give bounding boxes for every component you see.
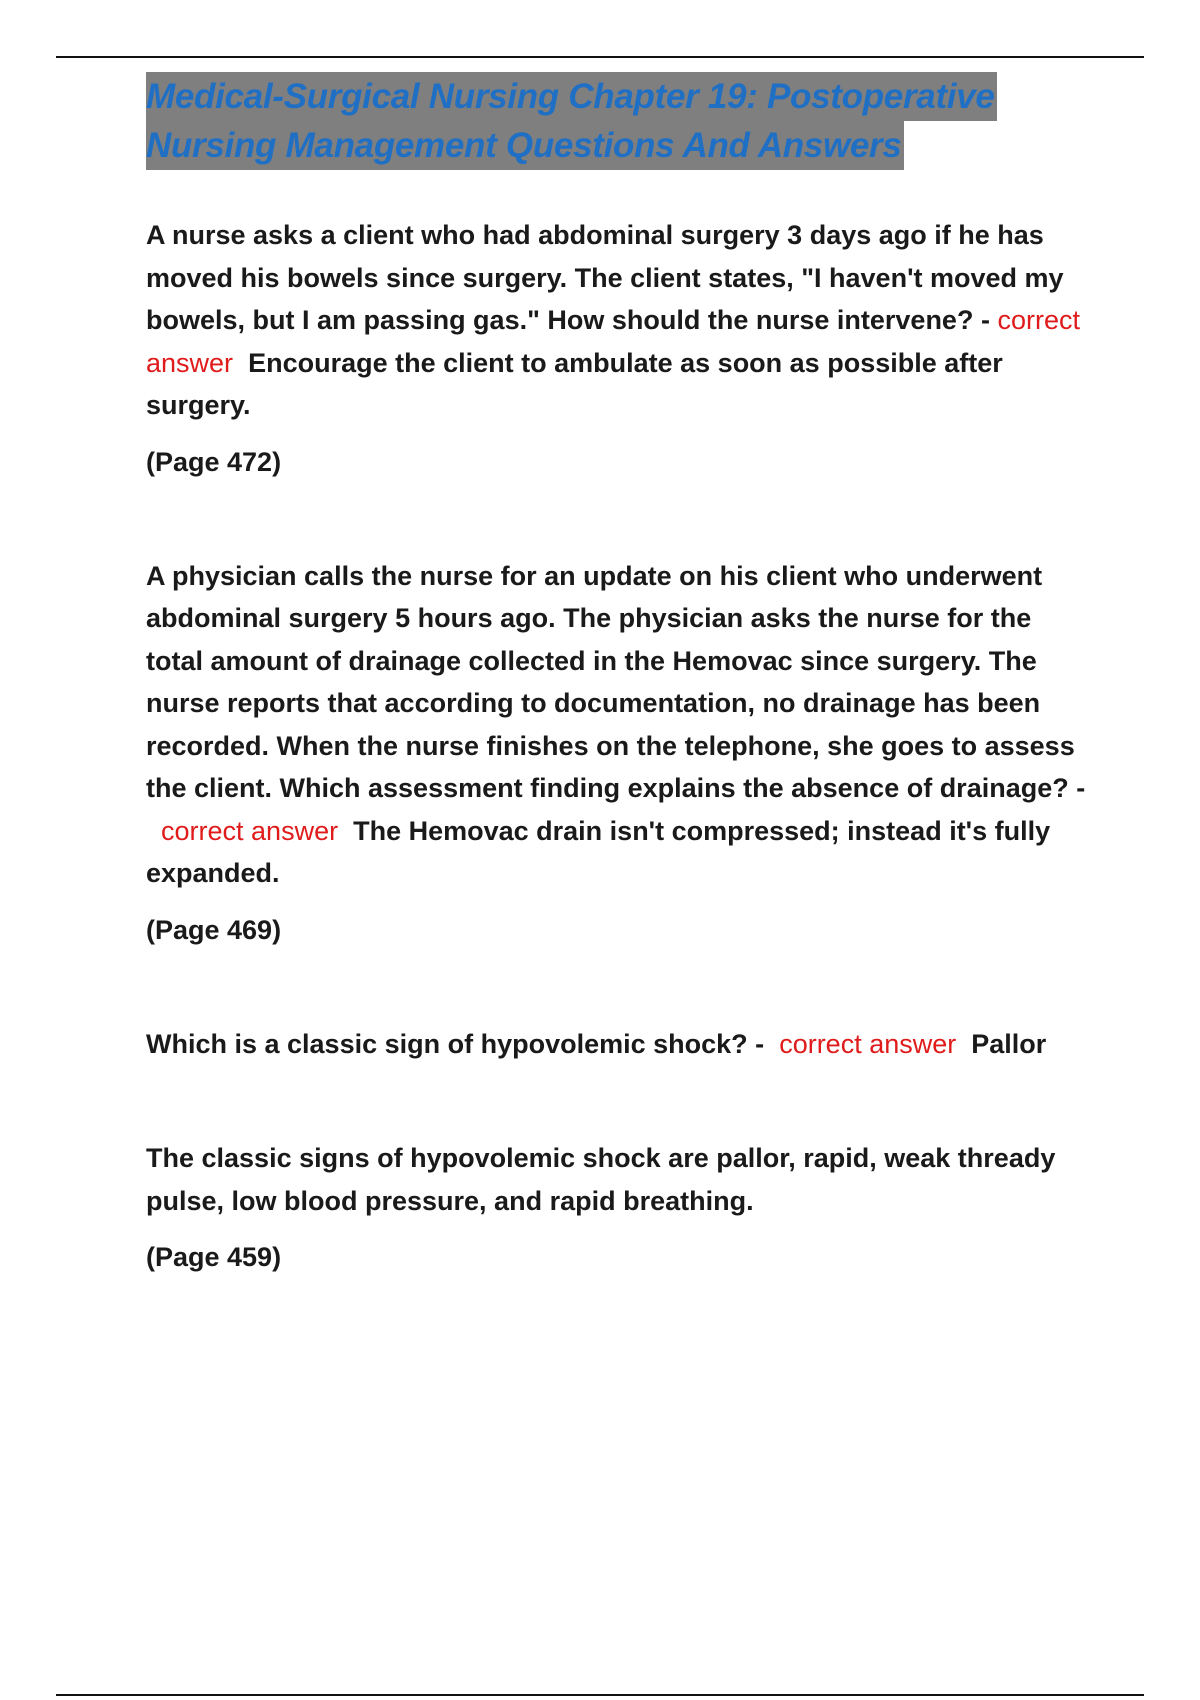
question-text: Which is a classic sign of hypovolemic shock? - bbox=[146, 1028, 765, 1059]
answer-text: Pallor bbox=[971, 1028, 1047, 1059]
qa-item-1 bbox=[146, 214, 1086, 427]
qa-item-3 bbox=[146, 1023, 1086, 1066]
correct-answer-label: correct answer bbox=[161, 815, 339, 846]
title-line-2: Nursing Management Questions And Answers bbox=[146, 121, 904, 170]
qa-item-2 bbox=[146, 555, 1086, 895]
page-reference: (Page 469) bbox=[146, 914, 282, 945]
document-body bbox=[146, 72, 1086, 1278]
correct-answer-label: correct answer bbox=[779, 1028, 957, 1059]
question-text: A nurse asks a client who had abdominal surgery 3 days ago if he has moved his bowels since surgery. The client states, "I haven't moved my bowels, but I am passing gas." How should the nurse intervene? - bbox=[146, 220, 1064, 335]
document-title bbox=[146, 72, 1086, 170]
answer-text: The Hemovac drain isn't compressed; instead it's fully expanded. bbox=[146, 815, 1051, 888]
page-reference: (Page 472) bbox=[146, 446, 282, 477]
top-divider bbox=[56, 56, 1144, 58]
answer-text: Encourage the client to ambulate as soon as possible after surgery. bbox=[146, 347, 1003, 420]
page-reference: (Page 459) bbox=[146, 1242, 282, 1272]
correct-answer-label: correct answer bbox=[146, 305, 1080, 378]
explanation-text: The classic signs of hypovolemic shock are pallor, rapid, weak thready pulse, low blood pressure, and rapid breathing. bbox=[146, 1143, 1056, 1216]
title-line-1: Medical-Surgical Nursing Chapter 19: Postoperative bbox=[146, 72, 997, 121]
bottom-divider bbox=[56, 1694, 1144, 1696]
question-text: A physician calls the nurse for an update on his client who underwent abdominal surgery 5 hours ago. The physician asks the nurse for the total amount of drainage collected in the Hemovac since surgery. The nurse reports that according to documentation, no drainage has been recorded. When the nurse finishes on the telephone, she goes to assess the client. Which assessment finding explains the absence of drainage? - bbox=[146, 560, 1086, 803]
